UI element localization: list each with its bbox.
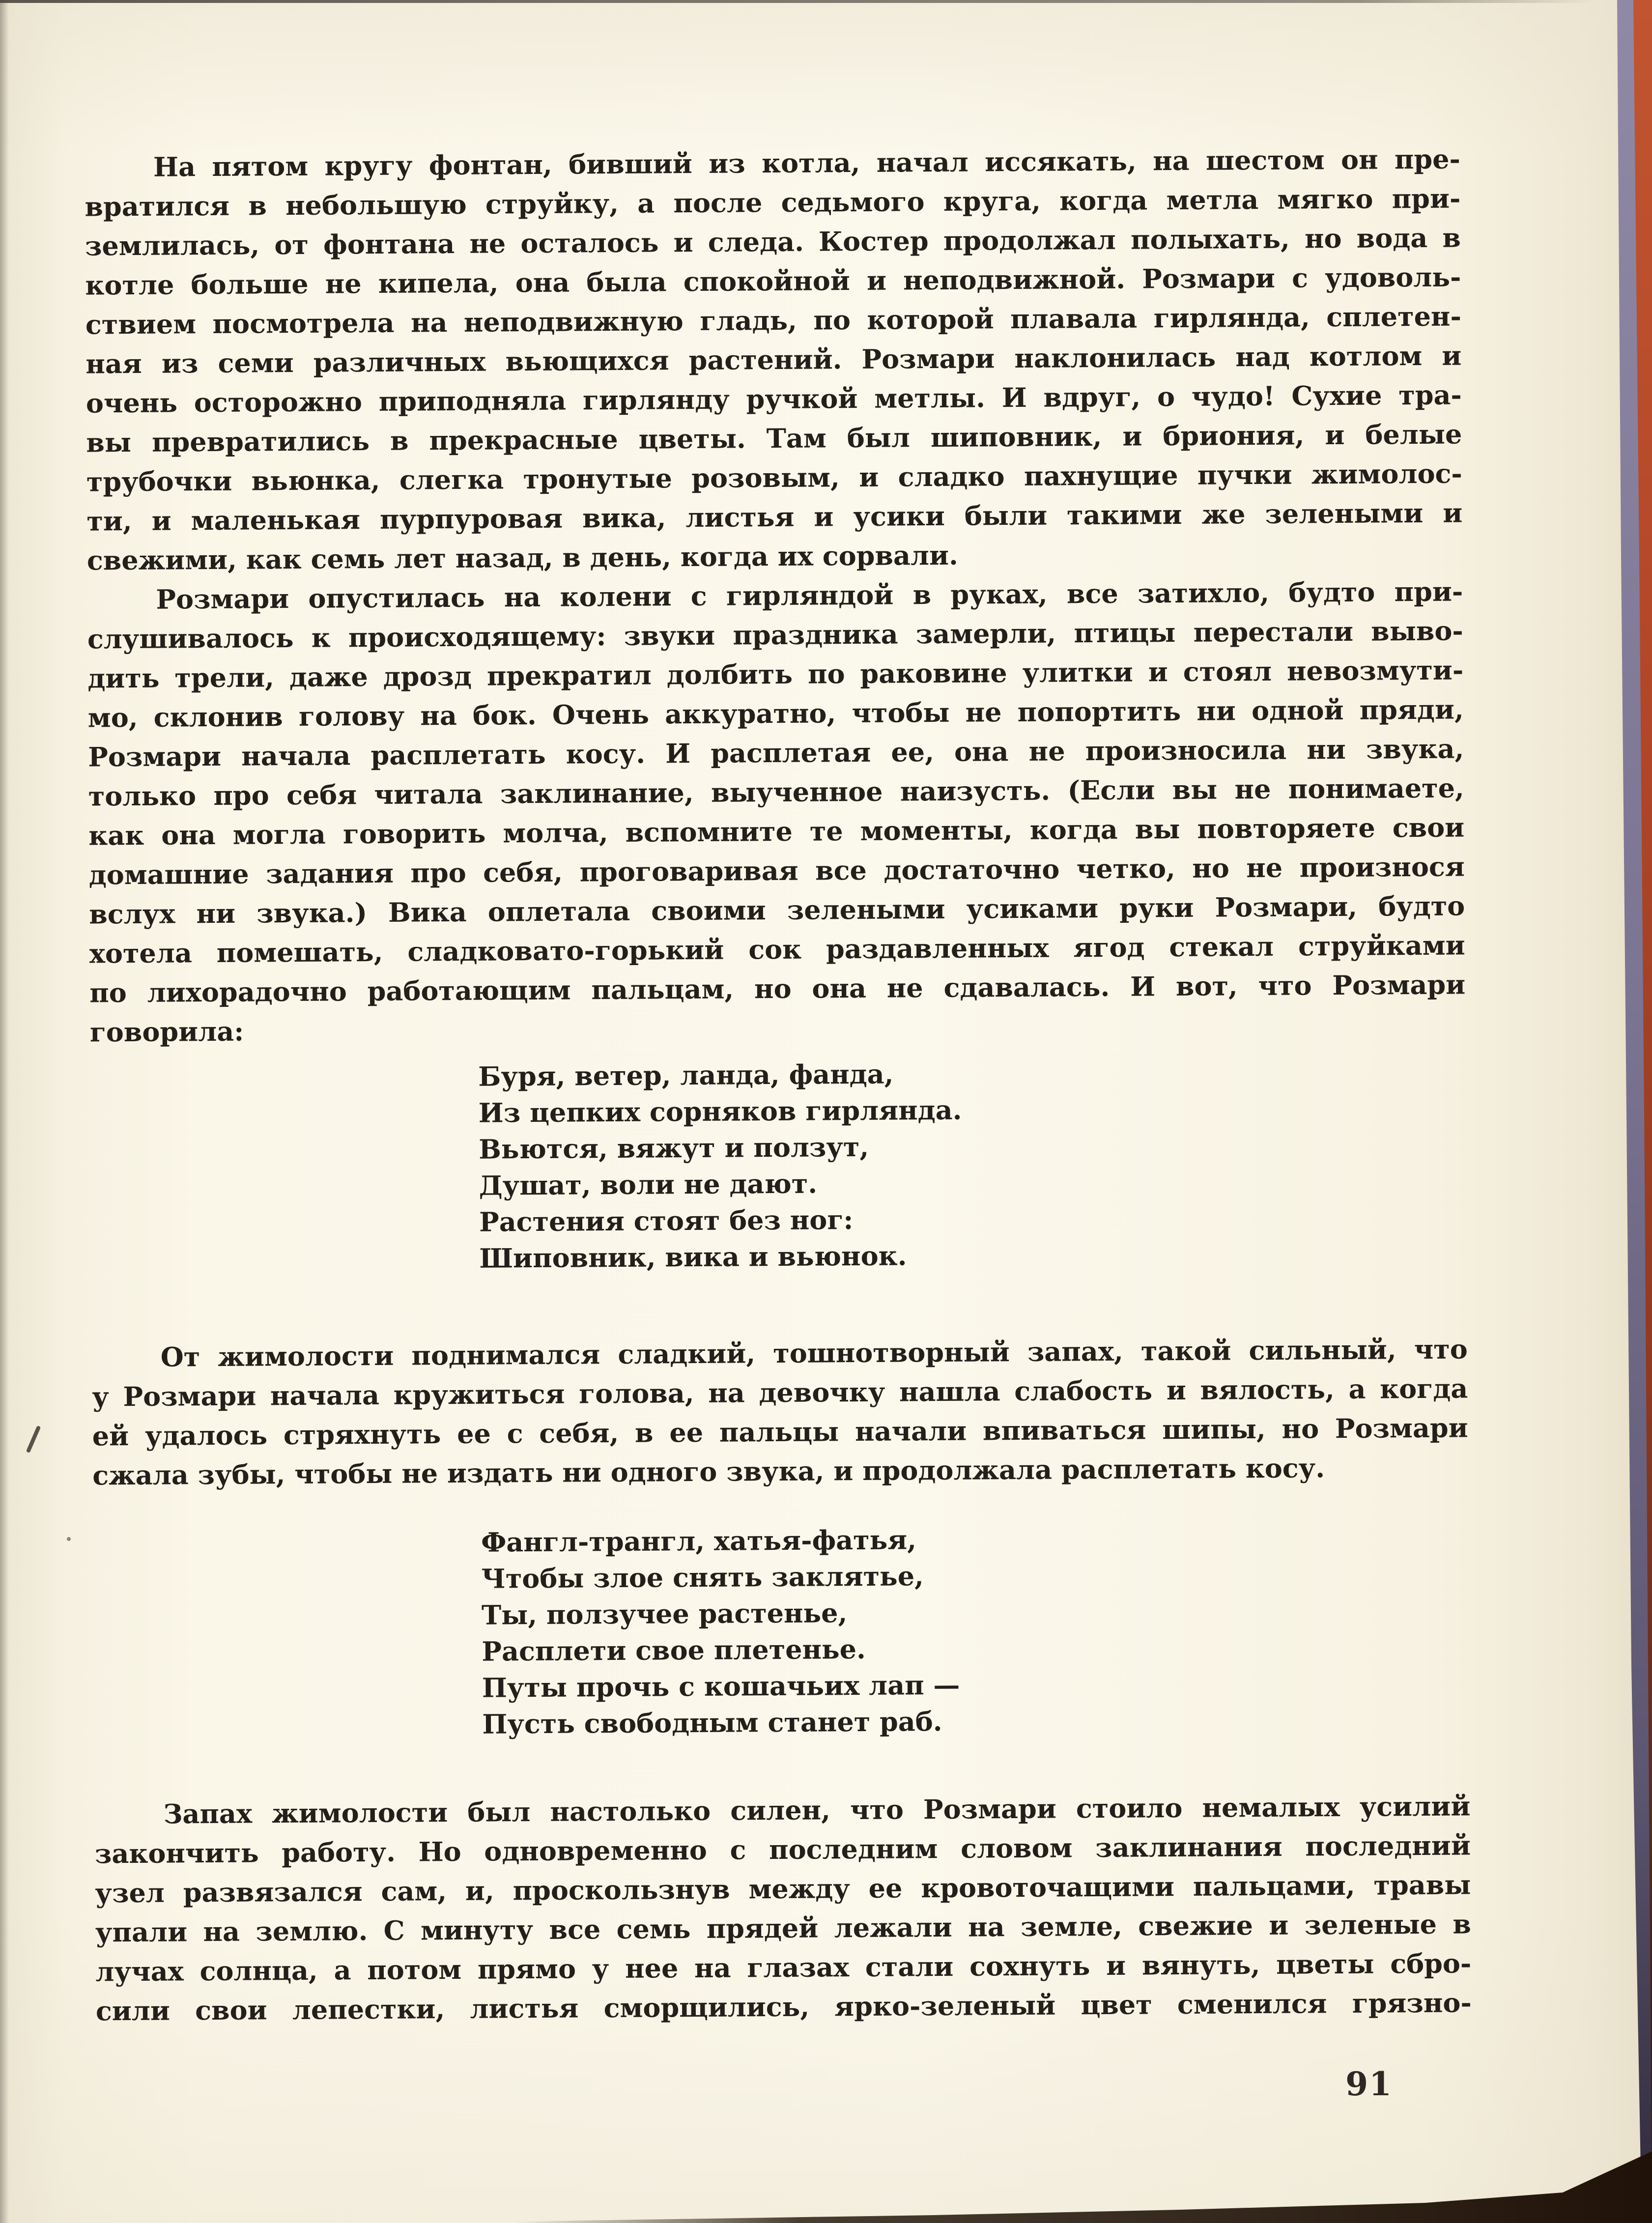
pen-mark <box>28 1428 38 1451</box>
text-line: говорила: <box>89 1015 244 1048</box>
text-line: Душат, воли не дают. <box>479 1168 818 1201</box>
text-line: как она могла говорить молча, вспомните те моменты, когда вы повторяете свои <box>88 811 1465 852</box>
right-edge-purple-band <box>1617 0 1652 2223</box>
page-number: 91 <box>1345 2065 1393 2103</box>
left-edge-shadow <box>0 0 9 2223</box>
poem <box>481 1518 1470 1742</box>
text-line: вратился в небольшую струйку, а после седьмого круга, когда метла мягко при- <box>85 182 1461 223</box>
bottom-edge-shadow <box>516 2151 1652 2223</box>
text-line: мо, склонив голову на бок. Очень аккуратно, чтобы не попортить ни одной пряди, <box>87 693 1464 734</box>
text-line: очень осторожно приподняла гирлянду ручкой метлы. И вдруг, о чудо! Сухие тра- <box>85 379 1462 419</box>
text-line: Из цепких сорняков гирлянда. <box>478 1094 962 1129</box>
text-line: На пятом кругу фонтан, бивший из котла, начал иссякать, на шестом он пре- <box>153 143 1461 183</box>
text-line: ная из семи различных вьющихся растений. Розмари наклонилась над котлом и <box>85 340 1462 380</box>
text-line: лучах солнца, а потом прямо у нее на глазах стали сохнуть и вянуть, цветы сбро- <box>95 1947 1472 1988</box>
text-line: закончить работу. Но одновременно с последним словом заклинания последний <box>94 1829 1471 1870</box>
text-line: Фангл-трангл, хатья-фатья, <box>481 1524 917 1558</box>
text-line: ти, и маленькая пурпуровая вика, листья и усики были такими же зелеными и <box>86 497 1463 537</box>
text-line: по лихорадочно работающим пальцам, но она не сдавалась. И вот, что Розмари <box>89 969 1466 1009</box>
text-line: ствием посмотрела на неподвижную гладь, по которой плавала гирлянда, сплетен- <box>85 300 1462 341</box>
text-line: сили свои лепестки, листья сморщились, ярко-зеленый цвет сменился грязно- <box>95 1987 1472 2027</box>
text-line: домашние задания про себя, проговаривая все достаточно четко, но не произнося <box>88 851 1465 891</box>
text-line: свежими, как семь лет назад, в день, когда их сорвали. <box>86 539 959 576</box>
text-line: слушивалось к происходящему: звуки праздника замерли, птицы перестали выво- <box>87 615 1463 655</box>
text-line: Ты, ползучее растенье, <box>481 1597 848 1631</box>
text-line: вслух ни звука.) Вика оплетала своими зелеными усиками руки Розмари, будто <box>89 890 1465 930</box>
text-line: землилась, от фонтана не осталось и следа. Костер продолжал полыхать, но вода в <box>85 222 1461 262</box>
text-line: Чтобы злое снять заклятье, <box>481 1560 924 1595</box>
text-line: ей удалось стряхнуть ее с себя, в ее пальцы начали впиваться шипы, но Розмари <box>92 1412 1468 1452</box>
paragraph <box>87 571 1466 1052</box>
text-line: у Розмари начала кружиться голова, на девочку нашла слабость и вялость, а когда <box>92 1372 1468 1413</box>
text-line: Запах жимолости был настолько силен, что Розмари стоило немалых усилий <box>163 1790 1471 1830</box>
text-line: Розмари начала расплетать косу. И расплетая ее, она не произносила ни звука, <box>88 733 1464 773</box>
ink-speck <box>67 1537 71 1541</box>
text-line: Пусть свободным станет раб. <box>482 1705 942 1740</box>
text-line: котле больше не кипела, она была спокойной и неподвижной. Розмари с удоволь- <box>85 261 1461 301</box>
text-line: Вьются, вяжут и ползут, <box>479 1131 869 1165</box>
text-line: узел развязался сам, и, проскользнув между ее кровоточащими пальцами, травы <box>95 1869 1471 1909</box>
text-line: Путы прочь с кошачьих лап — <box>482 1669 960 1704</box>
text-line: трубочки вьюнка, слегка тронутые розовым, и сладко пахнущие пучки жимолос- <box>86 457 1463 498</box>
text-line: Розмари опустилась на колени с гирляндой в руках, все затихло, будто при- <box>156 575 1463 615</box>
text-line: вы превратились в прекрасные цветы. Там был шиповник, и бриония, и белые <box>86 418 1462 458</box>
text-block <box>84 0 1472 2031</box>
text-line: дить трели, даже дрозд прекратил долбить по раковине улитки и стоял невозмути- <box>87 654 1464 694</box>
text-line: Буря, ветер, ланда, фанда, <box>478 1058 894 1092</box>
text-line: Расплети свое плетенье. <box>482 1633 866 1667</box>
text-line: упали на землю. С минуту все семь прядей лежали на земле, свежие и зеленые в <box>95 1908 1472 1948</box>
text-line: Шиповник, вика и вьюнок. <box>479 1240 907 1274</box>
text-line: Растения стоят без ног: <box>479 1204 854 1238</box>
poem <box>478 1052 1467 1276</box>
paragraph <box>85 139 1463 580</box>
paragraph <box>92 1329 1469 1495</box>
text-line: хотела помешать, сладковато-горький сок раздавленных ягод стекал струйками <box>89 929 1465 969</box>
text-line: только про себя читала заклинание, выученное наизусть. (Если вы не понимаете, <box>88 772 1464 812</box>
text-line: сжала зубы, чтобы не издать ни одного звука, и продолжала расплетать косу. <box>92 1452 1325 1491</box>
text-line: От жимолости поднимался сладкий, тошнотворный запах, такой сильный, что <box>160 1333 1468 1373</box>
right-edge-red-band <box>1632 0 1652 2223</box>
paragraph <box>94 1786 1472 2030</box>
